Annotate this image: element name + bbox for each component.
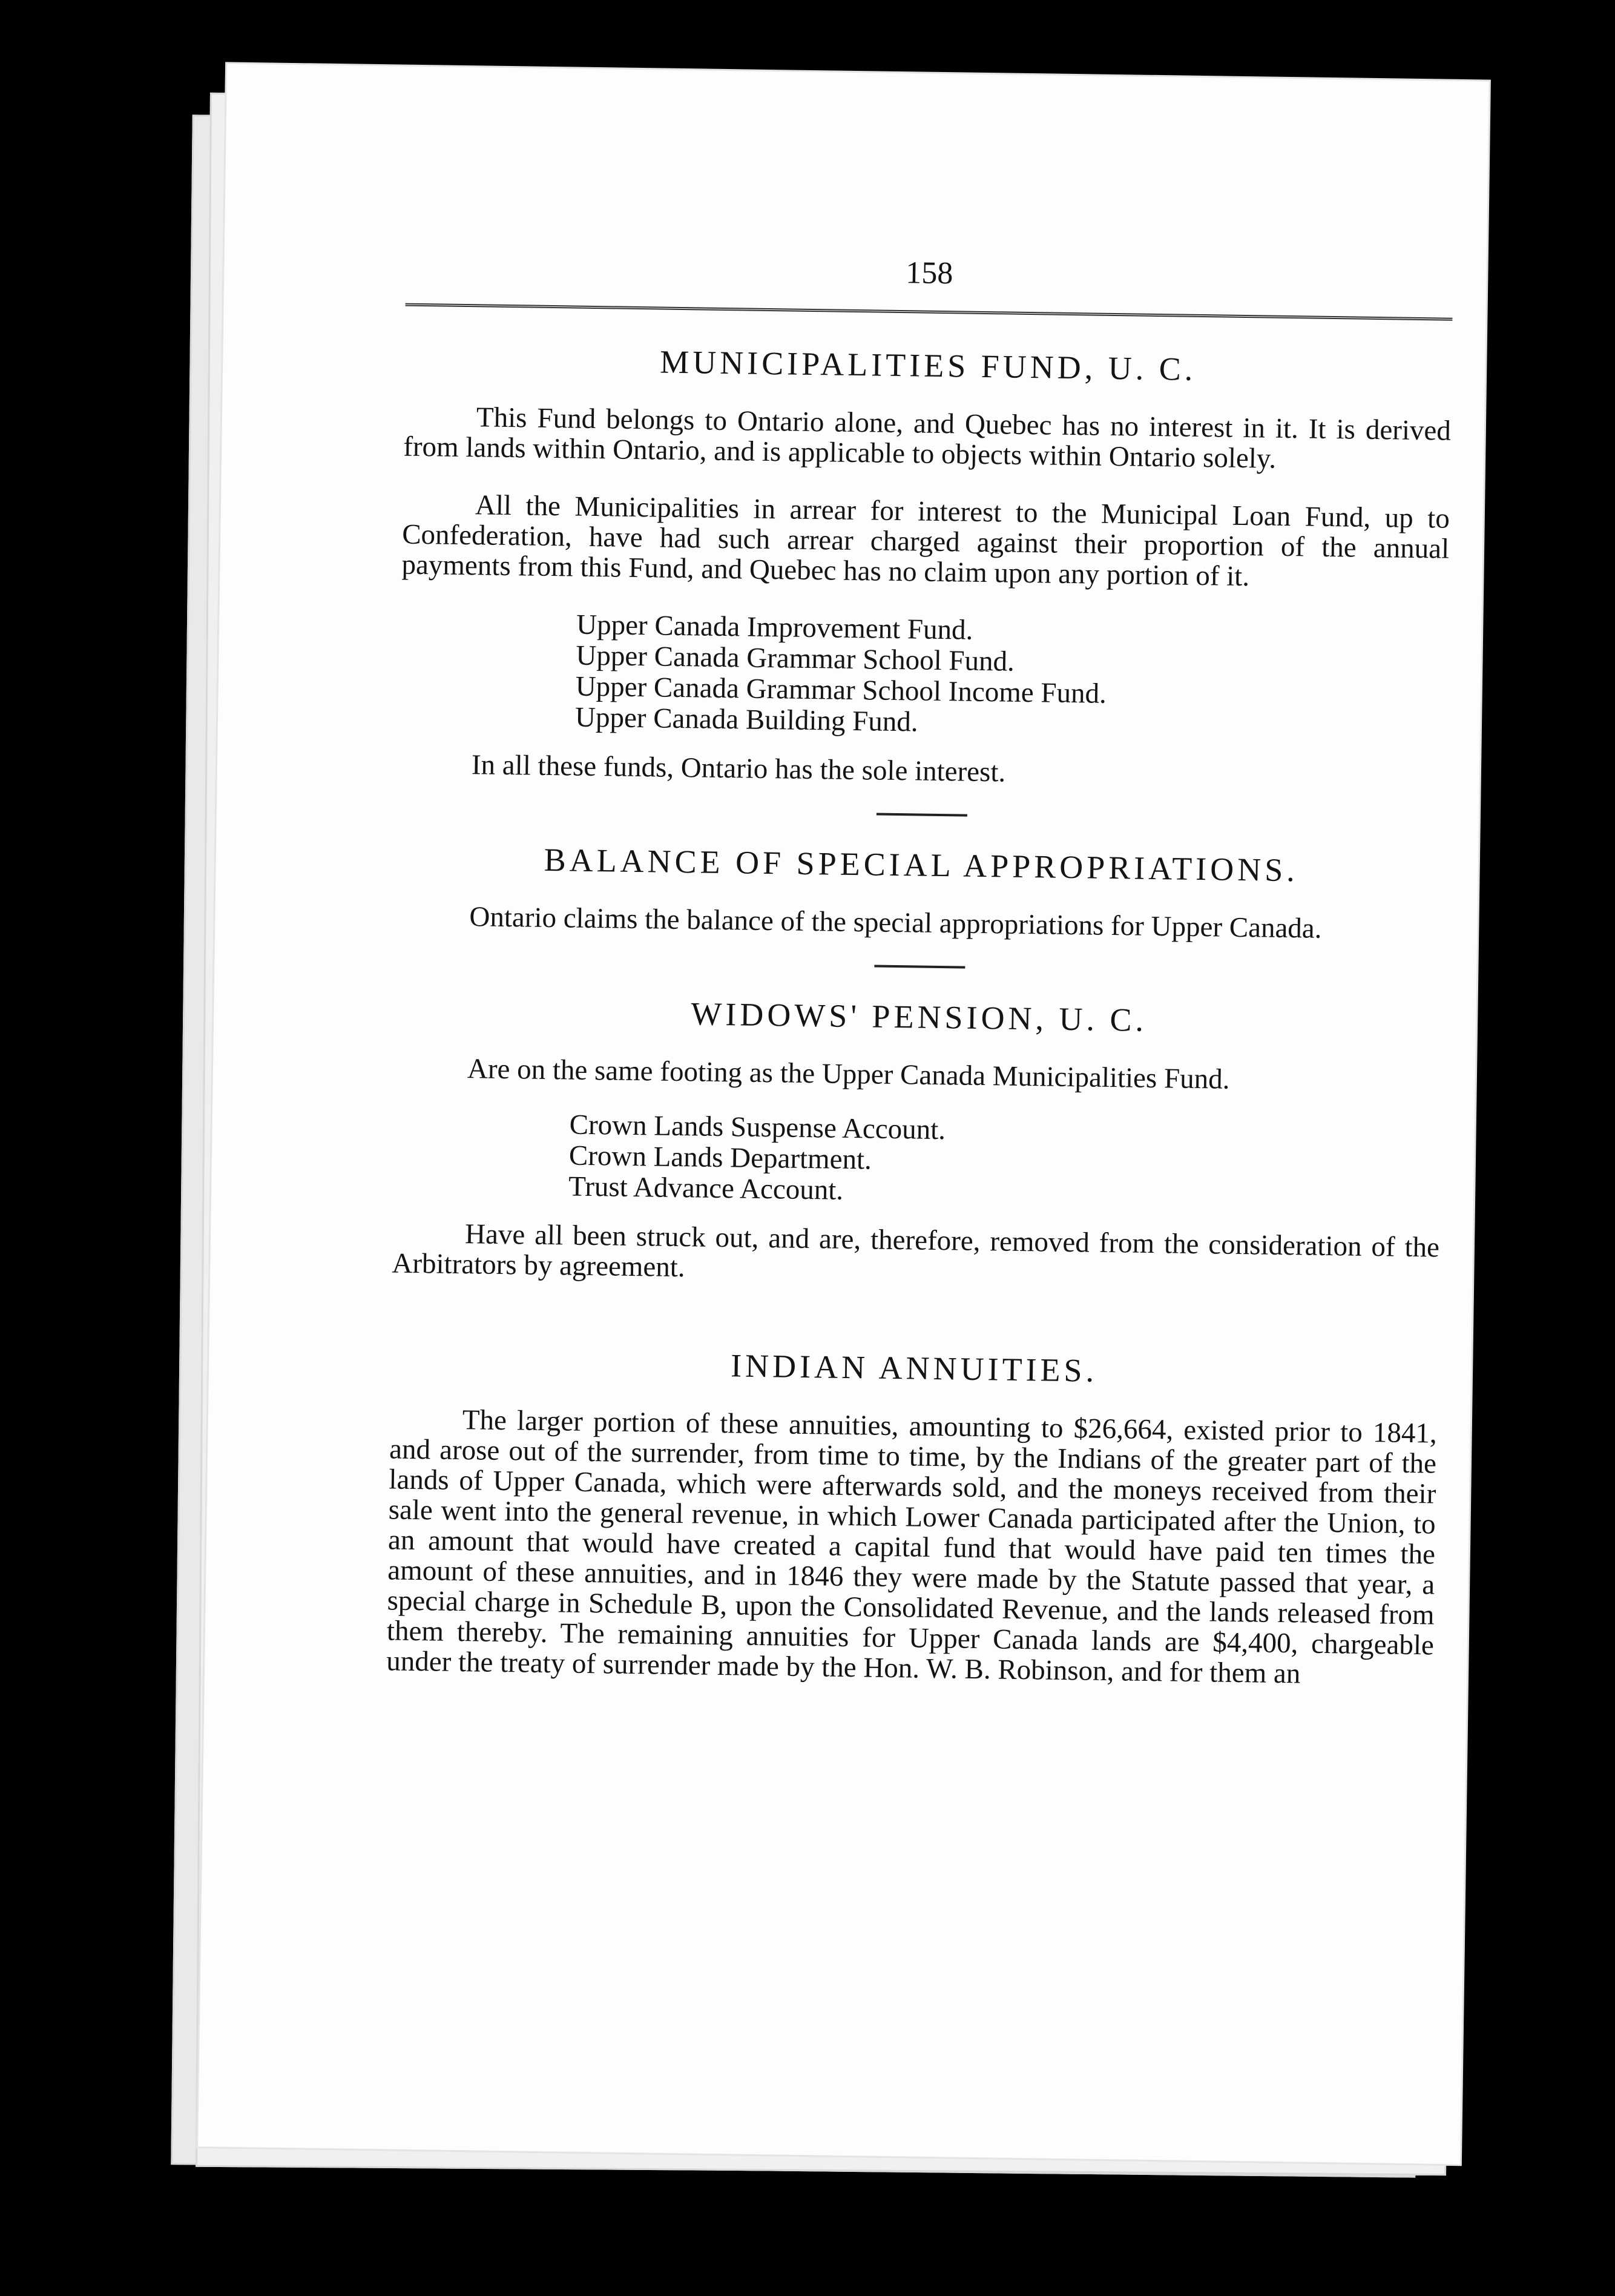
account-list-item: Trust Advance Account.	[568, 1170, 844, 1206]
account-list	[568, 1110, 1441, 1215]
paragraph-indian-annuities: The larger portion of these annuities, amounting to $26,664, existed prior to 1841, and arose out of the surrender, from time to time, by the Indians of the greater part of the lands of Upper Canada, which were afterwards sold, and the moneys received from their sale went into the general revenue, in which Lower Canada participated after the Union, to an amount that would have created a capital fund that would have paid ten times the amount of these annuities, and in 1846 they were made by the Statute passed that year, a special charge in Schedule B, upon the Consolidated Revenue, and the lands released from them thereby. The remaining annuities for Upper Canada lands are $4,400, chargeable under the treaty of surrender made by the Hon. W. B. Robinson, and for them an	[386, 1404, 1438, 1690]
paragraph-widows: Are on the same footing as the Upper Canada Municipalities Fund.	[467, 1053, 1230, 1095]
fund-list-item: Upper Canada Grammar School Fund.	[576, 639, 1015, 678]
page-number: 158	[905, 256, 953, 291]
fund-list-item: Upper Canada Grammar School Income Fund.	[575, 670, 1107, 710]
section-separator	[874, 965, 965, 969]
heading-widows-pension: WIDOWS' PENSION, U. C.	[690, 995, 1148, 1038]
section-separator	[877, 813, 967, 817]
heading-municipalities-fund: MUNICIPALITIES FUND, U. C.	[659, 343, 1197, 388]
header-rule	[406, 303, 1453, 321]
fund-list-item: Upper Canada Improvement Fund.	[576, 609, 973, 646]
fund-list-item: Upper Canada Building Fund.	[574, 701, 918, 738]
page-content	[386, 248, 1453, 1718]
paragraph-municipalities-1: This Fund belongs to Ontario alone, and Quebec has no interest in it. It is derived from lands within Ontario, and is applicable to objects within Ontario solely.	[403, 401, 1452, 475]
heading-balance-special-appropriations: BALANCE OF SPECIAL APPROPRIATIONS.	[544, 841, 1299, 889]
account-list-item: Crown Lands Department.	[568, 1140, 872, 1176]
paragraph-accounts-removed: Have all been struck out, and are, therefore, removed from the consideration of the Arbitrators by agreement.	[392, 1218, 1440, 1284]
fund-list	[575, 610, 1449, 745]
heading-indian-annuities: INDIAN ANNUITIES.	[730, 1347, 1098, 1389]
paragraph-funds-note: In all these funds, Ontario has the sole interest.	[471, 749, 1006, 788]
account-list-item: Crown Lands Suspense Account.	[569, 1109, 946, 1146]
paragraph-balance: Ontario claims the balance of the special appropriations for Upper Canada.	[469, 901, 1322, 945]
document-page	[198, 64, 1489, 2164]
paragraph-municipalities-2: All the Municipalities in arrear for interest to the Municipal Loan Fund, up to Confederation, have had such arrear charged against their proportion of the annual payments from this Fund, and Quebec has no claim upon any portion of it.	[401, 489, 1450, 593]
